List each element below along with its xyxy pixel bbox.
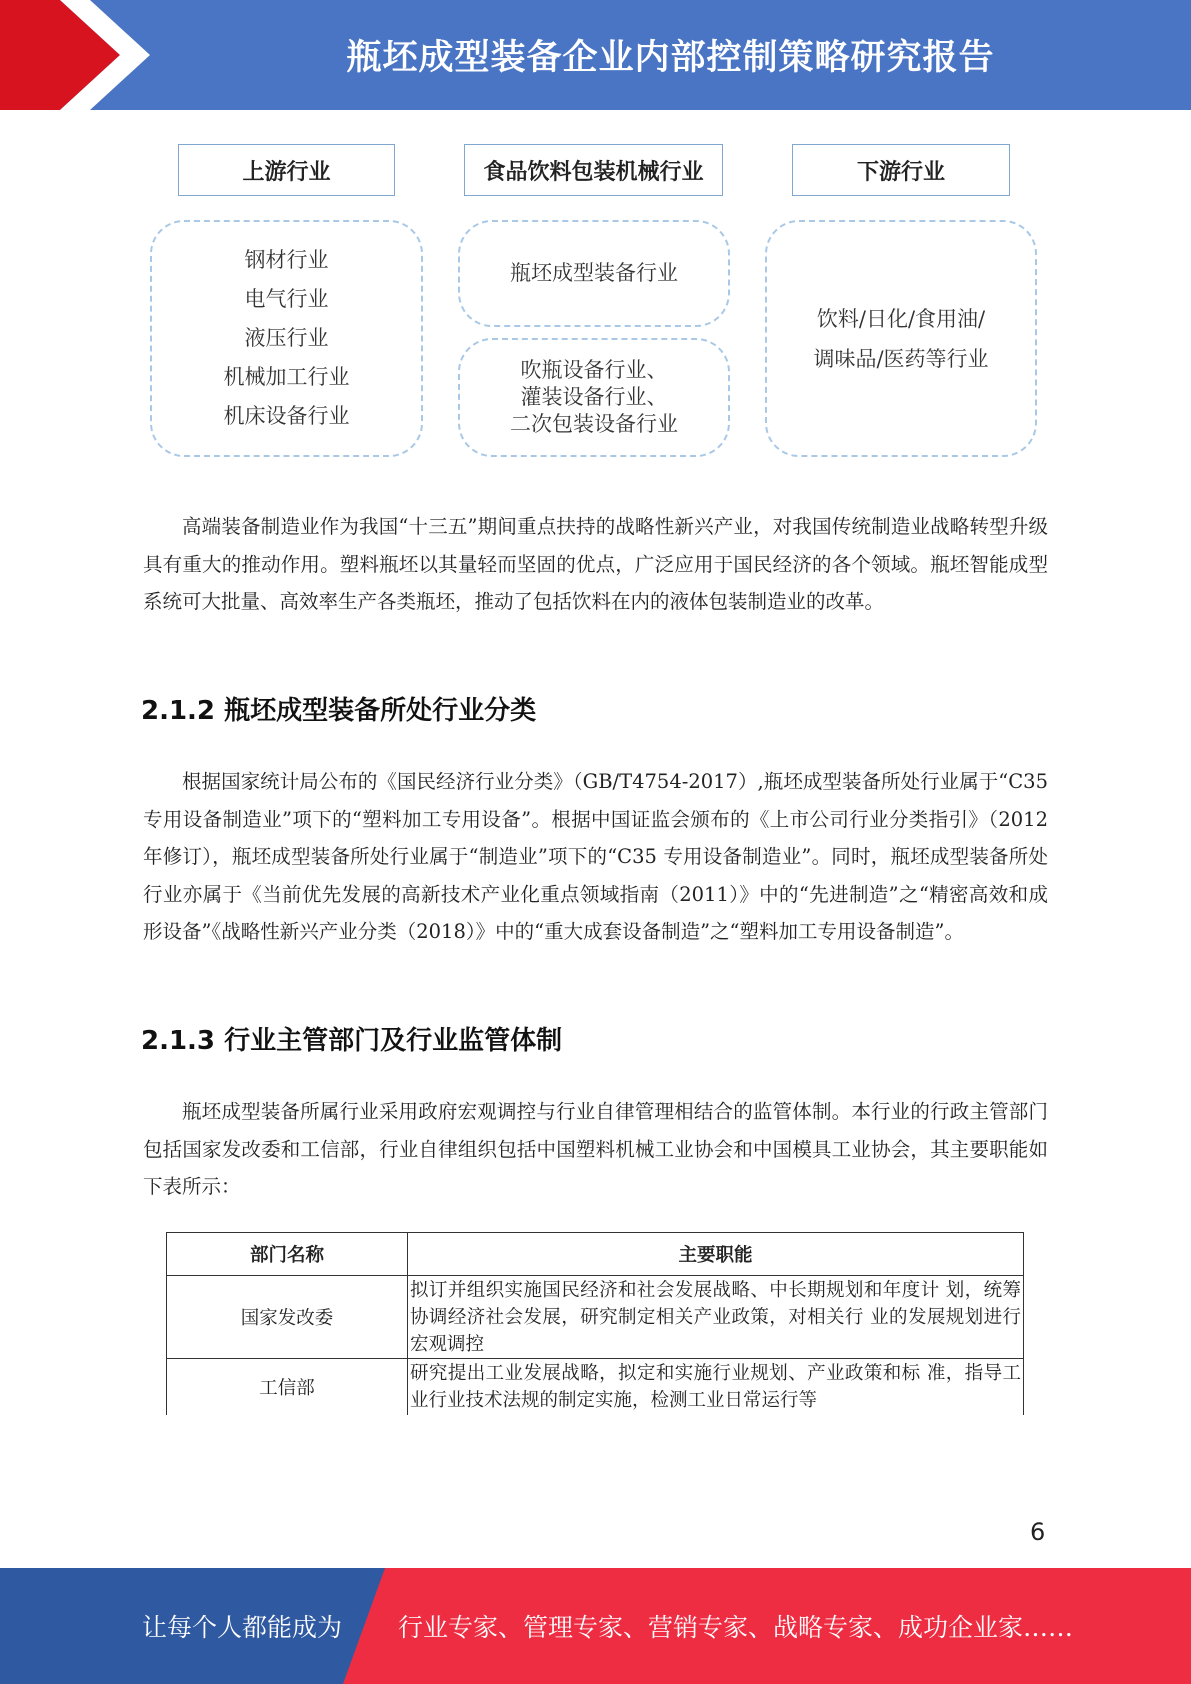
upstream-item: 液压行业 — [244, 326, 329, 350]
downstream-item: 饮料/日化/食用油/ — [816, 306, 986, 331]
footer-slogan-right: 行业专家、管理专家、营销专家、战略专家、成功企业家…… — [398, 1613, 1074, 1642]
section-heading-2-1-2: 2.1.2 瓶坯成型装备所处行业分类 — [141, 696, 537, 726]
middle-bottom-item: 灌装设备行业、 — [520, 385, 668, 409]
department-name: 工信部 — [167, 1359, 408, 1415]
paragraph-regulation: 瓶坯成型装备所属行业采用政府宏观调控与行业自律管理相结合的监管体制。本行业的行政主管部门包括国家发改委和工信部，行业自律组织包括中国塑料机械工业协会和中国模具工业协会，其主要职能如下表所示： — [143, 1100, 1048, 1198]
middle-top-box — [458, 220, 730, 327]
middle-bottom-item: 二次包装设备行业 — [510, 412, 678, 436]
page-number: 6 — [1030, 1518, 1046, 1546]
section-heading-2-1-3: 2.1.3 行业主管部门及行业监管体制 — [141, 1026, 563, 1056]
paragraph-intro: 高端装备制造业作为我国“十三五”期间重点扶持的战略性新兴产业，对我国传统制造业战略转型升级具有重大的推动作用。塑料瓶坯以其量轻而坚固的优点，广泛应用于国民经济的各个领域。瓶坯智能成型系统可大批量、高效率生产各类瓶坯，推动了包括饮料在内的液体包装制造业的改革。 — [143, 515, 1048, 613]
page-footer — [0, 1568, 1191, 1684]
downstream-box — [765, 220, 1037, 457]
column-header-department: 部门名称 — [167, 1233, 408, 1276]
department-functions: 研究提出工业发展战略，拟定和实施行业规划、产业政策和标 准，指导工业行业技术法规的制定实施，检测工业日常运行等 — [408, 1359, 1024, 1415]
department-functions: 拟订并组织实施国民经济和社会发展战略、中长期规划和年度计 划，统筹协调经济社会发展，研究制定相关产业政策，对相关行 业的发展规划进行宏观调控 — [408, 1276, 1024, 1359]
upstream-item: 机械加工行业 — [223, 365, 350, 389]
middle-top-item: 瓶坯成型装备行业 — [510, 261, 678, 285]
downstream-title: 下游行业 — [792, 144, 1010, 196]
header-title: 瓶坯成型装备企业内部控制策略研究报告 — [346, 38, 995, 78]
middle-title: 食品饮料包装机械行业 — [464, 144, 723, 196]
footer-slogan-left: 让每个人都能成为 — [142, 1613, 343, 1642]
table-row — [167, 1359, 1024, 1415]
upstream-title: 上游行业 — [178, 144, 395, 196]
department-duties-table — [166, 1232, 1024, 1415]
middle-bottom-item: 吹瓶设备行业、 — [520, 358, 668, 382]
page-header — [0, 0, 1191, 110]
paragraph-classification: 根据国家统计局公布的《国民经济行业分类》（GB/T4754-2017）,瓶坯成型装备所处行业属于“C35 专用设备制造业”项下的“塑料加工专用设备”。根据中国证监会颁布的《上市公司行业分类指引》（2012 年修订），瓶坯成型装备所处行业属于“制造业”项下的“C35 专用设备制造业”。同时，瓶坯成型装备所处行业亦属于《当前优先发展的高新技术产业化重点领域指南（2011）》中的“先进制造”之“精密高效和成形设备”《战略性新兴产业分类（2018）》中的“重大成套设备制造”之“塑料加工专用设备制造”。 — [143, 770, 1048, 943]
column-header-functions: 主要职能 — [408, 1233, 1024, 1276]
upstream-item: 机床设备行业 — [223, 404, 350, 428]
upstream-item: 电气行业 — [244, 287, 329, 311]
upstream-box — [150, 220, 423, 457]
middle-bottom-box — [458, 338, 730, 457]
table-header-row — [167, 1233, 1024, 1276]
table-row — [167, 1276, 1024, 1359]
upstream-item: 钢材行业 — [244, 248, 329, 272]
department-name: 国家发改委 — [167, 1276, 408, 1359]
downstream-item: 调味品/医药等行业 — [813, 346, 989, 371]
